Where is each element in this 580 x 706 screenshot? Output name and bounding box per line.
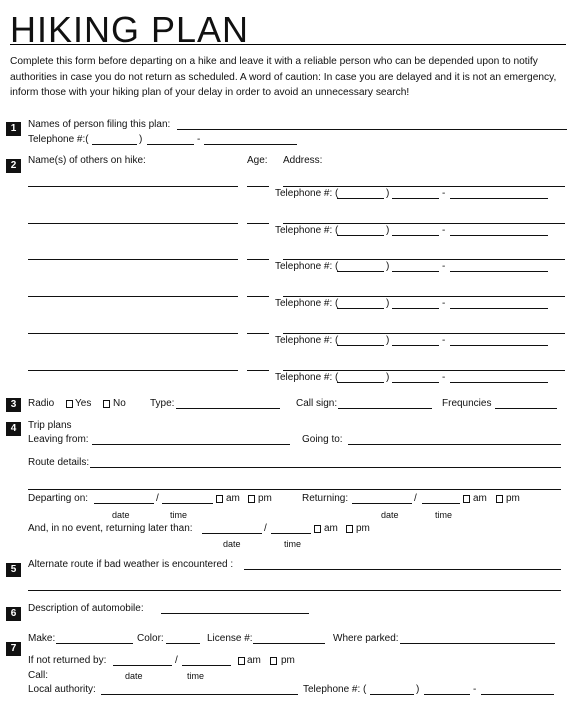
trip-plans-label: Trip plans — [28, 420, 72, 431]
local-phone-line-field[interactable] — [481, 694, 554, 695]
latest-pm-label: pm — [356, 523, 370, 534]
hiker-address-field[interactable] — [283, 186, 565, 187]
hiker-phone-prefix-field[interactable] — [392, 271, 439, 272]
latest-date-caption: date — [223, 539, 241, 549]
hiker-phone-area-field[interactable] — [337, 382, 384, 383]
call-label: Call: — [28, 670, 49, 681]
where-parked-field[interactable] — [400, 643, 555, 644]
section-6-badge: 6 — [6, 607, 21, 621]
returning-date-field[interactable] — [352, 503, 412, 504]
leaving-from-field[interactable] — [92, 444, 290, 445]
phone-close-paren: ) — [386, 261, 390, 273]
phone-close-paren: ) — [386, 371, 390, 383]
returning-pm-label: pm — [506, 493, 520, 504]
route-details-field-2[interactable] — [28, 489, 561, 490]
hiker-phone-prefix-field[interactable] — [392, 308, 439, 309]
hiker-phone-prefix-field[interactable] — [392, 235, 439, 236]
local-phone-label: Telephone #: ( — [303, 684, 367, 695]
hiker-phone-line-field[interactable] — [450, 198, 548, 199]
radio-no-label: No — [113, 398, 126, 409]
not-returned-pm-checkbox[interactable] — [270, 657, 277, 665]
hiker-phone-line-field[interactable] — [450, 235, 548, 236]
color-field[interactable] — [166, 643, 200, 644]
hiker-address-field[interactable] — [283, 296, 565, 297]
filer-phone-line-field[interactable] — [204, 144, 297, 145]
not-returned-time-caption: time — [187, 671, 205, 681]
phone-dash: - — [442, 188, 446, 199]
hiker-phone-label: Telephone #: ( — [275, 188, 339, 199]
frequencies-field[interactable] — [495, 408, 557, 409]
returning-slash: / — [414, 493, 417, 504]
hiker-address-field[interactable] — [283, 370, 565, 371]
others-label: Name(s) of others on hike: — [28, 155, 146, 166]
returning-label: Returning: — [302, 493, 349, 504]
radio-no-checkbox[interactable] — [103, 400, 110, 408]
filer-phone-area-field[interactable] — [92, 144, 137, 145]
hiker-phone-area-field[interactable] — [337, 235, 384, 236]
not-returned-am-label: am — [247, 655, 261, 666]
local-authority-field[interactable] — [101, 694, 298, 695]
local-phone-area-field[interactable] — [370, 694, 414, 695]
latest-time-caption: time — [284, 539, 302, 549]
phone-dash: - — [442, 224, 446, 236]
hiker-phone-line-field[interactable] — [450, 382, 548, 383]
address-label: Address: — [283, 155, 323, 166]
section-4-badge: 4 — [6, 422, 21, 436]
radio-yes-checkbox[interactable] — [66, 400, 73, 408]
departing-date-field[interactable] — [94, 503, 154, 504]
filer-names-field[interactable] — [177, 129, 567, 130]
radio-type-field[interactable] — [176, 408, 280, 409]
phone-dash: - — [442, 371, 446, 383]
hiker-age-field[interactable] — [247, 370, 269, 371]
departing-time-field[interactable] — [162, 503, 213, 504]
phone-dash: - — [442, 334, 446, 346]
hiker-name-field[interactable] — [28, 223, 238, 224]
going-to-field[interactable] — [348, 444, 561, 445]
returning-time-caption: time — [435, 510, 453, 520]
hiker-name-field[interactable] — [28, 370, 238, 371]
latest-pm-checkbox[interactable] — [346, 525, 353, 533]
filer-phone-label: Telephone #:( — [28, 134, 89, 145]
frequencies-label: Frequncies — [442, 398, 492, 409]
hiker-address-field[interactable] — [283, 259, 565, 260]
not-returned-am-checkbox[interactable] — [238, 657, 245, 665]
license-field[interactable] — [253, 643, 325, 644]
going-to-label: Going to: — [302, 434, 343, 445]
section-7-badge: 7 — [6, 642, 21, 656]
hiker-name-field[interactable] — [28, 296, 238, 297]
where-parked-label: Where parked: — [333, 633, 399, 644]
departing-label: Departing on: — [28, 493, 89, 504]
phone-close-paren: ) — [139, 134, 143, 145]
not-returned-time-field[interactable] — [182, 665, 231, 666]
hiker-phone-label: Telephone #: ( — [275, 371, 339, 383]
departing-pm-checkbox[interactable] — [248, 495, 255, 503]
hiker-address-field[interactable] — [283, 333, 565, 334]
phone-dash: - — [442, 298, 446, 310]
not-returned-slash: / — [175, 655, 178, 666]
alternate-route-label: Alternate route if bad weather is encountered : — [28, 559, 234, 570]
hiker-phone-label: Telephone #: ( — [275, 224, 339, 236]
not-returned-date-caption: date — [125, 671, 143, 681]
color-label: Color: — [137, 633, 164, 644]
phone-close-paren: ) — [386, 188, 390, 199]
radio-yes-label: Yes — [75, 398, 92, 409]
local-authority-label: Local authority: — [28, 684, 96, 695]
filer-phone-prefix-field[interactable] — [147, 144, 194, 145]
latest-slash: / — [264, 523, 267, 534]
phone-close-paren: ) — [386, 224, 390, 236]
hiker-age-field[interactable] — [247, 296, 269, 297]
hiker-phone-line-field[interactable] — [450, 271, 548, 272]
returning-time-field[interactable] — [422, 503, 460, 504]
section-5-badge: 5 — [6, 563, 21, 577]
automobile-label: Description of automobile: — [28, 603, 144, 614]
phone-close-paren: ) — [416, 684, 420, 695]
not-returned-label: If not returned by: — [28, 655, 107, 666]
latest-return-label: And, in no event, returning later than: — [28, 523, 193, 534]
departing-date-caption: date — [112, 510, 130, 520]
departing-am-label: am — [226, 493, 240, 504]
hiker-phone-line-field[interactable] — [450, 308, 548, 309]
departing-pm-label: pm — [258, 493, 272, 504]
not-returned-pm-label: pm — [281, 655, 295, 666]
route-details-label: Route details: — [28, 457, 90, 468]
phone-dash: - — [473, 684, 477, 695]
make-field[interactable] — [56, 643, 133, 644]
latest-am-label: am — [324, 523, 338, 534]
returning-am-checkbox[interactable] — [463, 495, 470, 503]
hiker-age-field[interactable] — [247, 259, 269, 260]
radio-type-label: Type: — [150, 398, 175, 409]
not-returned-date-field[interactable] — [113, 665, 172, 666]
page-title: HIKING PLAN — [10, 9, 250, 50]
hiker-phone-label: Telephone #: ( — [275, 261, 339, 273]
latest-time-field[interactable] — [271, 533, 311, 534]
hiker-phone-area-field[interactable] — [337, 271, 384, 272]
local-phone-prefix-field[interactable] — [424, 694, 470, 695]
departing-slash: / — [156, 493, 159, 504]
automobile-field[interactable] — [161, 613, 309, 614]
hiker-age-field[interactable] — [247, 186, 269, 187]
departing-am-checkbox[interactable] — [216, 495, 223, 503]
leaving-from-label: Leaving from: — [28, 434, 89, 445]
make-label: Make: — [28, 633, 56, 644]
route-details-field[interactable] — [90, 467, 561, 468]
hiker-name-field[interactable] — [28, 333, 238, 334]
alternate-route-field-2[interactable] — [28, 590, 561, 591]
phone-dash: - — [442, 261, 446, 273]
hiker-age-field[interactable] — [247, 333, 269, 334]
hiker-name-field[interactable] — [28, 186, 238, 187]
hiker-phone-line-field[interactable] — [450, 345, 548, 346]
title-divider — [10, 44, 566, 45]
hiker-phone-label: Telephone #: ( — [275, 298, 339, 310]
section-2-badge: 2 — [6, 159, 21, 173]
hiker-address-field[interactable] — [283, 223, 565, 224]
age-label: Age: — [247, 155, 268, 166]
returning-pm-checkbox[interactable] — [496, 495, 503, 503]
hiker-phone-area-field[interactable] — [337, 198, 384, 199]
returning-date-caption: date — [381, 510, 399, 520]
callsign-label: Call sign: — [296, 398, 338, 409]
hiker-phone-area-field[interactable] — [337, 345, 384, 346]
hiker-phone-prefix-field[interactable] — [392, 345, 439, 346]
departing-time-caption: time — [170, 510, 188, 520]
section-1-badge: 1 — [6, 122, 21, 136]
intro-paragraph: Complete this form before departing on a hike and leave it with a reliable person who can be depended upon to notify authorities in case you do not return as scheduled. A word of caution: In case you are delayed and it is not an emergency, inform those with your hiking plan of your delay in order to avoid an unnecessary search! — [10, 56, 557, 98]
alternate-route-field[interactable] — [244, 569, 561, 570]
phone-close-paren: ) — [386, 334, 390, 346]
latest-am-checkbox[interactable] — [314, 525, 321, 533]
phone-dash: - — [197, 134, 201, 145]
hiker-phone-prefix-field[interactable] — [392, 382, 439, 383]
hiker-phone-area-field[interactable] — [337, 308, 384, 309]
latest-date-field[interactable] — [202, 533, 262, 534]
hiker-phone-prefix-field[interactable] — [392, 198, 439, 199]
radio-label: Radio — [28, 398, 55, 409]
hiker-name-field[interactable] — [28, 259, 238, 260]
callsign-field[interactable] — [338, 408, 432, 409]
license-label: License #: — [207, 633, 253, 644]
hiker-age-field[interactable] — [247, 223, 269, 224]
phone-close-paren: ) — [386, 298, 390, 310]
returning-am-label: am — [473, 493, 487, 504]
filer-names-label: Names of person filing this plan: — [28, 119, 171, 130]
section-3-badge: 3 — [6, 398, 21, 412]
hiker-phone-label: Telephone #: ( — [275, 334, 339, 346]
